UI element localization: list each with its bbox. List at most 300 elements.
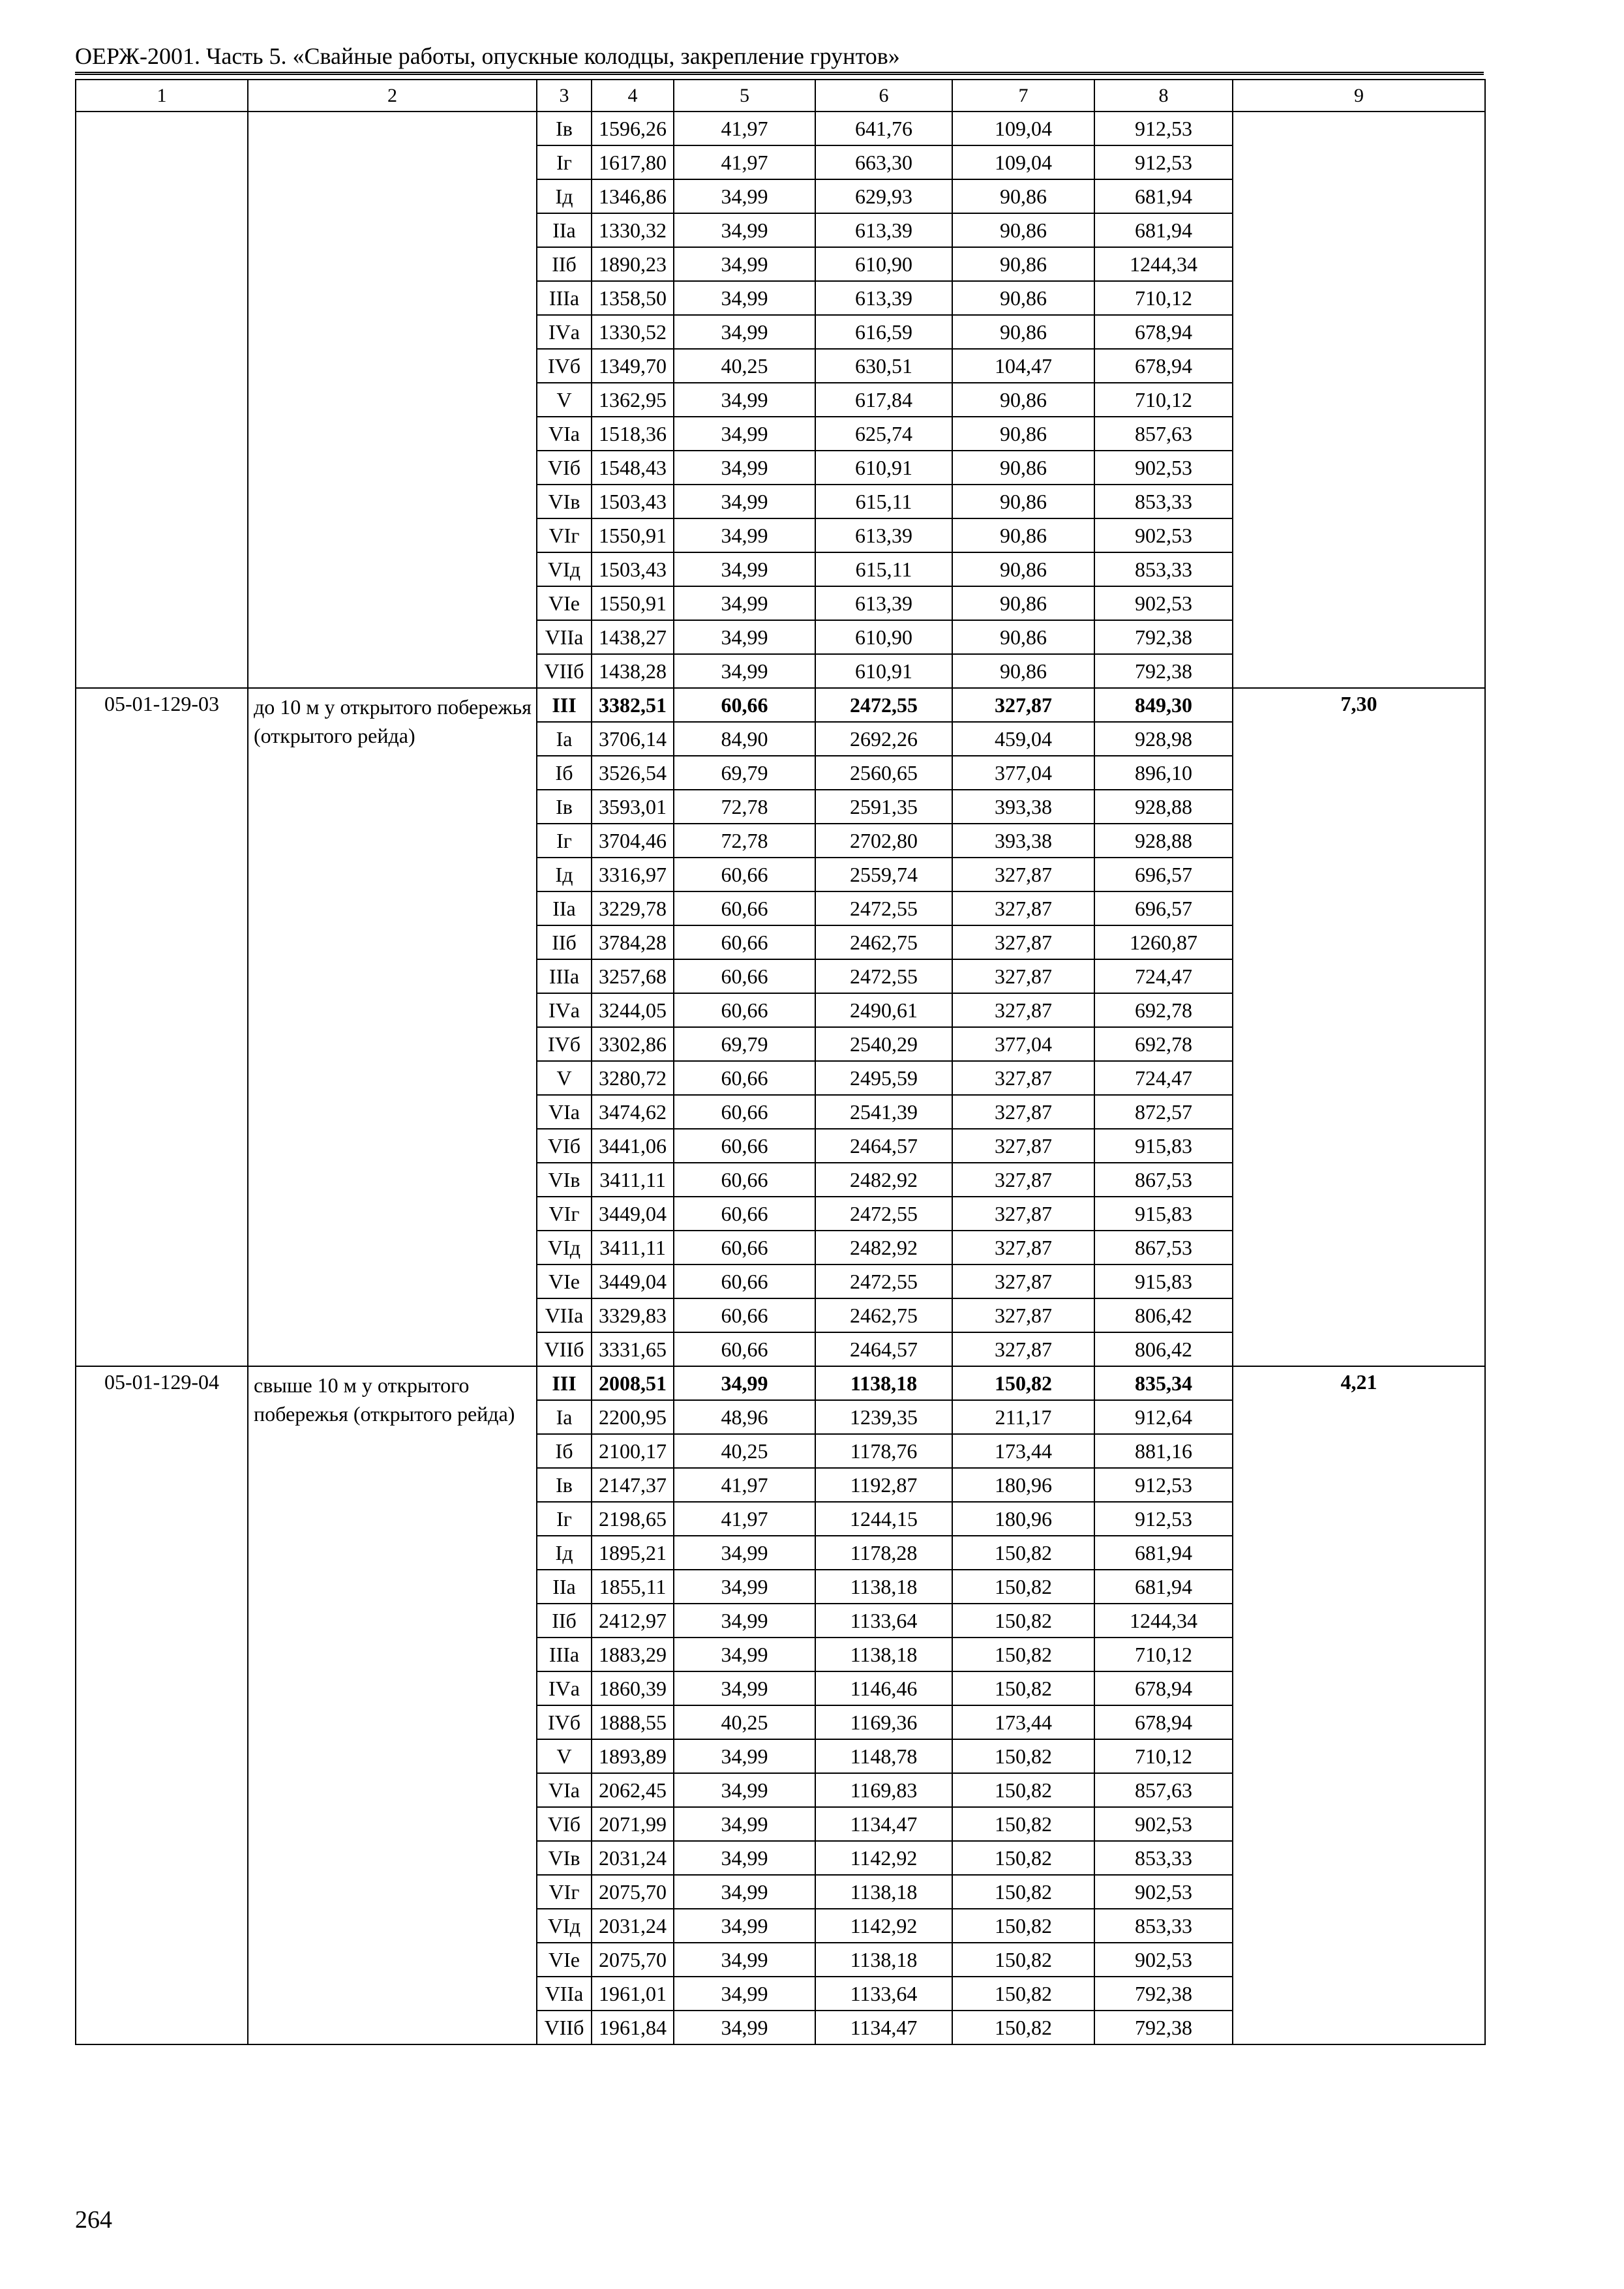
value-cell: 34,99 (674, 1671, 815, 1705)
value-cell: 34,99 (674, 281, 815, 315)
value-cell: 2482,92 (815, 1163, 952, 1197)
column-number-cell: 9 (1233, 80, 1485, 112)
value-cell: 613,39 (815, 213, 952, 247)
value-cell: 327,87 (952, 959, 1094, 993)
value-cell: 792,38 (1094, 1977, 1233, 2011)
value-cell: 663,30 (815, 145, 952, 179)
zone-cell: VIб (537, 1129, 592, 1163)
value-cell: 2559,74 (815, 858, 952, 891)
value-cell: 34,99 (674, 1909, 815, 1943)
zone-cell: Iд (537, 179, 592, 213)
value-cell: 1178,28 (815, 1536, 952, 1570)
value-cell: 90,86 (952, 620, 1094, 654)
column-number-cell: 3 (537, 80, 592, 112)
value-cell: 150,82 (952, 1638, 1094, 1671)
value-cell: 625,74 (815, 417, 952, 451)
zone-cell: IIIа (537, 959, 592, 993)
price-table (75, 79, 1486, 2045)
value-cell: 41,97 (674, 112, 815, 145)
value-cell: 724,47 (1094, 959, 1233, 993)
value-cell: 857,63 (1094, 417, 1233, 451)
value-cell: 681,94 (1094, 213, 1233, 247)
value-cell: 60,66 (674, 1095, 815, 1129)
zone-cell: VIа (537, 1773, 592, 1807)
value-cell: 3257,68 (592, 959, 674, 993)
value-cell: 90,86 (952, 552, 1094, 586)
value-cell: 377,04 (952, 756, 1094, 790)
value-cell: 1890,23 (592, 247, 674, 281)
value-cell: 60,66 (674, 858, 815, 891)
zone-cell: III (537, 688, 592, 722)
value-cell: 3784,28 (592, 925, 674, 959)
zone-cell: IVа (537, 1671, 592, 1705)
value-cell: 2100,17 (592, 1434, 674, 1468)
value-cell: 3441,06 (592, 1129, 674, 1163)
column-number-row (76, 80, 1485, 112)
column-number-cell: 4 (592, 80, 674, 112)
value-cell: 180,96 (952, 1468, 1094, 1502)
value-cell: 1260,87 (1094, 925, 1233, 959)
value-cell: 696,57 (1094, 891, 1233, 925)
zone-cell: Iг (537, 824, 592, 858)
column-number-cell: 8 (1094, 80, 1233, 112)
value-cell: 84,90 (674, 722, 815, 756)
value-cell: 41,97 (674, 145, 815, 179)
value-cell: 681,94 (1094, 1570, 1233, 1604)
value-cell: 1883,29 (592, 1638, 674, 1671)
value-cell: 2560,65 (815, 756, 952, 790)
value-cell: 34,99 (674, 1739, 815, 1773)
zone-cell: VIIб (537, 654, 592, 688)
value-cell: 150,82 (952, 1807, 1094, 1841)
value-cell: 90,86 (952, 315, 1094, 349)
zone-cell: VIг (537, 518, 592, 552)
value-cell: 912,64 (1094, 1400, 1233, 1434)
value-cell: 327,87 (952, 925, 1094, 959)
value-cell: 710,12 (1094, 383, 1233, 417)
value-cell: 1550,91 (592, 518, 674, 552)
value-cell: 327,87 (952, 1061, 1094, 1095)
table-row (76, 1366, 1485, 1400)
value-cell: 34,99 (674, 1570, 815, 1604)
value-cell: 912,53 (1094, 1468, 1233, 1502)
value-cell: 849,30 (1094, 688, 1233, 722)
value-cell: 2490,61 (815, 993, 952, 1027)
value-cell: 896,10 (1094, 756, 1233, 790)
value-cell: 150,82 (952, 1773, 1094, 1807)
value-cell: 710,12 (1094, 281, 1233, 315)
value-cell: 1330,32 (592, 213, 674, 247)
value-cell: 34,99 (674, 518, 815, 552)
value-cell: 2198,65 (592, 1502, 674, 1536)
value-cell: 1244,34 (1094, 1604, 1233, 1638)
value-cell: 1617,80 (592, 145, 674, 179)
value-cell: 60,66 (674, 959, 815, 993)
value-cell: 853,33 (1094, 1841, 1233, 1875)
value-cell: 150,82 (952, 1671, 1094, 1705)
value-cell: 724,47 (1094, 1061, 1233, 1095)
zone-cell: IIIа (537, 1638, 592, 1671)
value-cell: 150,82 (952, 1977, 1094, 2011)
value-cell: 34,99 (674, 620, 815, 654)
value-cell: 615,11 (815, 552, 952, 586)
value-cell: 3229,78 (592, 891, 674, 925)
value-cell: 792,38 (1094, 620, 1233, 654)
value-cell: 610,91 (815, 451, 952, 485)
value-cell: 150,82 (952, 1536, 1094, 1570)
value-cell: 90,86 (952, 485, 1094, 518)
value-cell: 34,99 (674, 1638, 815, 1671)
value-cell: 3593,01 (592, 790, 674, 824)
value-cell: 109,04 (952, 145, 1094, 179)
value-cell: 1138,18 (815, 1943, 952, 1977)
zone-cell: Iд (537, 858, 592, 891)
zone-cell: V (537, 1061, 592, 1095)
value-cell: 641,76 (815, 112, 952, 145)
value-cell: 90,86 (952, 179, 1094, 213)
value-cell: 90,86 (952, 247, 1094, 281)
value-cell: 1148,78 (815, 1739, 952, 1773)
value-cell: 60,66 (674, 1163, 815, 1197)
zone-cell: VIIб (537, 1332, 592, 1366)
value-cell: 1244,15 (815, 1502, 952, 1536)
value-cell: 211,17 (952, 1400, 1094, 1434)
zone-cell: VIе (537, 1264, 592, 1298)
zone-cell: Iб (537, 756, 592, 790)
zone-cell: Iг (537, 145, 592, 179)
value-cell: 1133,64 (815, 1604, 952, 1638)
value-cell: 34,99 (674, 451, 815, 485)
value-cell: 853,33 (1094, 552, 1233, 586)
table-body (76, 80, 1485, 2044)
value-cell: 41,97 (674, 1502, 815, 1536)
page-number: 264 (75, 2206, 112, 2234)
value-cell: 615,11 (815, 485, 952, 518)
value-cell: 1358,50 (592, 281, 674, 315)
value-cell: 1895,21 (592, 1536, 674, 1570)
value-cell: 104,47 (952, 349, 1094, 383)
rate-code (76, 112, 248, 688)
value-cell: 150,82 (952, 1366, 1094, 1400)
value-cell: 1503,43 (592, 552, 674, 586)
value-cell: 915,83 (1094, 1197, 1233, 1231)
zone-cell: Iа (537, 722, 592, 756)
value-cell: 1860,39 (592, 1671, 674, 1705)
value-cell: 150,82 (952, 1943, 1094, 1977)
value-cell: 377,04 (952, 1027, 1094, 1061)
value-cell: 72,78 (674, 824, 815, 858)
value-cell: 41,97 (674, 1468, 815, 1502)
zone-cell: VIд (537, 552, 592, 586)
value-cell: 3411,11 (592, 1231, 674, 1264)
value-cell: 150,82 (952, 1739, 1094, 1773)
value-cell: 72,78 (674, 790, 815, 824)
value-cell: 1169,83 (815, 1773, 952, 1807)
zone-cell: VIб (537, 1807, 592, 1841)
value-cell: 393,38 (952, 824, 1094, 858)
zone-cell: Iг (537, 1502, 592, 1536)
zone-cell: VIIа (537, 1977, 592, 2011)
zone-cell: VIв (537, 485, 592, 518)
value-cell: 681,94 (1094, 1536, 1233, 1570)
value-cell: 806,42 (1094, 1332, 1233, 1366)
zone-cell: VIIб (537, 2011, 592, 2044)
zone-cell: VIв (537, 1163, 592, 1197)
value-cell: 2482,92 (815, 1231, 952, 1264)
zone-cell: Iд (537, 1536, 592, 1570)
value-cell: 853,33 (1094, 485, 1233, 518)
value-cell: 1961,01 (592, 1977, 674, 2011)
column-number-cell: 2 (248, 80, 537, 112)
value-cell: 34,99 (674, 552, 815, 586)
value-cell: 459,04 (952, 722, 1094, 756)
value-cell: 60,66 (674, 1231, 815, 1264)
value-cell: 3474,62 (592, 1095, 674, 1129)
value-cell: 2200,95 (592, 1400, 674, 1434)
value-cell: 928,88 (1094, 824, 1233, 858)
value-cell: 867,53 (1094, 1163, 1233, 1197)
zone-cell: IIб (537, 1604, 592, 1638)
value-cell: 60,66 (674, 1129, 815, 1163)
value-cell: 327,87 (952, 1129, 1094, 1163)
value-cell: 34,99 (674, 1841, 815, 1875)
value-cell: 40,25 (674, 1434, 815, 1468)
value-cell: 857,63 (1094, 1773, 1233, 1807)
value-cell: 60,66 (674, 925, 815, 959)
value-cell: 2591,35 (815, 790, 952, 824)
value-cell: 173,44 (952, 1705, 1094, 1739)
value-cell: 3449,04 (592, 1264, 674, 1298)
value-cell: 327,87 (952, 688, 1094, 722)
value-cell: 678,94 (1094, 315, 1233, 349)
value-cell: 1134,47 (815, 2011, 952, 2044)
value-cell: 150,82 (952, 1841, 1094, 1875)
value-cell: 678,94 (1094, 349, 1233, 383)
value-cell: 180,96 (952, 1502, 1094, 1536)
value-cell: 692,78 (1094, 1027, 1233, 1061)
value-cell: 3280,72 (592, 1061, 674, 1095)
value-cell: 34,99 (674, 1943, 815, 1977)
coefficient-cell (1233, 112, 1485, 688)
value-cell: 327,87 (952, 891, 1094, 925)
zone-cell: IIа (537, 213, 592, 247)
value-cell: 1503,43 (592, 485, 674, 518)
value-cell: 90,86 (952, 586, 1094, 620)
value-cell: 34,99 (674, 247, 815, 281)
zone-cell: V (537, 383, 592, 417)
value-cell: 610,91 (815, 654, 952, 688)
value-cell: 2075,70 (592, 1875, 674, 1909)
value-cell: 2472,55 (815, 959, 952, 993)
value-cell: 327,87 (952, 1197, 1094, 1231)
column-number-cell: 5 (674, 80, 815, 112)
value-cell: 617,84 (815, 383, 952, 417)
value-cell: 34,99 (674, 1977, 815, 2011)
value-cell: 173,44 (952, 1434, 1094, 1468)
value-cell: 2702,80 (815, 824, 952, 858)
rate-code: 05-01-129-03 (76, 688, 248, 1366)
value-cell: 1346,86 (592, 179, 674, 213)
value-cell: 610,90 (815, 620, 952, 654)
value-cell: 678,94 (1094, 1671, 1233, 1705)
page-title: ОЕРЖ-2001. Часть 5. «Свайные работы, опускные колодцы, закрепление грунтов» (75, 43, 900, 69)
zone-cell: IIб (537, 247, 592, 281)
value-cell: 2464,57 (815, 1332, 952, 1366)
value-cell: 34,99 (674, 2011, 815, 2044)
value-cell: 1349,70 (592, 349, 674, 383)
zone-cell: VIа (537, 417, 592, 451)
value-cell: 90,86 (952, 281, 1094, 315)
value-cell: 60,66 (674, 1298, 815, 1332)
value-cell: 1362,95 (592, 383, 674, 417)
value-cell: 60,66 (674, 688, 815, 722)
zone-cell: IVб (537, 349, 592, 383)
value-cell: 327,87 (952, 1163, 1094, 1197)
value-cell: 3316,97 (592, 858, 674, 891)
zone-cell: IIб (537, 925, 592, 959)
value-cell: 872,57 (1094, 1095, 1233, 1129)
value-cell: 630,51 (815, 349, 952, 383)
value-cell: 3411,11 (592, 1163, 674, 1197)
value-cell: 327,87 (952, 858, 1094, 891)
value-cell: 1438,28 (592, 654, 674, 688)
value-cell: 1146,46 (815, 1671, 952, 1705)
zone-cell: VIд (537, 1231, 592, 1264)
value-cell: 109,04 (952, 112, 1094, 145)
value-cell: 792,38 (1094, 654, 1233, 688)
value-cell: 327,87 (952, 1095, 1094, 1129)
value-cell: 853,33 (1094, 1909, 1233, 1943)
value-cell: 34,99 (674, 315, 815, 349)
value-cell: 3706,14 (592, 722, 674, 756)
value-cell: 2071,99 (592, 1807, 674, 1841)
table-row (76, 112, 1485, 145)
zone-cell: IVб (537, 1705, 592, 1739)
value-cell: 3244,05 (592, 993, 674, 1027)
value-cell: 34,99 (674, 1604, 815, 1638)
value-cell: 60,66 (674, 1264, 815, 1298)
value-cell: 1244,34 (1094, 247, 1233, 281)
value-cell: 40,25 (674, 1705, 815, 1739)
table-row (76, 688, 1485, 722)
value-cell: 1548,43 (592, 451, 674, 485)
value-cell: 928,98 (1094, 722, 1233, 756)
zone-cell: VIг (537, 1197, 592, 1231)
value-cell: 1138,18 (815, 1875, 952, 1909)
value-cell: 2462,75 (815, 925, 952, 959)
value-cell: 2412,97 (592, 1604, 674, 1638)
value-cell: 912,53 (1094, 145, 1233, 179)
value-cell: 2541,39 (815, 1095, 952, 1129)
value-cell: 60,66 (674, 1061, 815, 1095)
value-cell: 3704,46 (592, 824, 674, 858)
zone-cell: IVа (537, 315, 592, 349)
value-cell: 2062,45 (592, 1773, 674, 1807)
value-cell: 34,99 (674, 1536, 815, 1570)
value-cell: 3331,65 (592, 1332, 674, 1366)
value-cell: 34,99 (674, 1366, 815, 1400)
zone-cell: Iв (537, 790, 592, 824)
value-cell: 1192,87 (815, 1468, 952, 1502)
value-cell: 2462,75 (815, 1298, 952, 1332)
work-description: до 10 м у открытого побережья (открытого рейда) (248, 688, 537, 1366)
value-cell: 60,66 (674, 891, 815, 925)
value-cell: 1550,91 (592, 586, 674, 620)
zone-cell: VIа (537, 1095, 592, 1129)
value-cell: 34,99 (674, 1875, 815, 1909)
value-cell: 3329,83 (592, 1298, 674, 1332)
zone-cell: VIе (537, 586, 592, 620)
value-cell: 34,99 (674, 417, 815, 451)
value-cell: 610,90 (815, 247, 952, 281)
value-cell: 915,83 (1094, 1264, 1233, 1298)
value-cell: 792,38 (1094, 2011, 1233, 2044)
value-cell: 902,53 (1094, 586, 1233, 620)
value-cell: 2031,24 (592, 1909, 674, 1943)
coefficient-cell: 4,21 (1233, 1366, 1485, 2044)
zone-cell: Iв (537, 112, 592, 145)
value-cell: 902,53 (1094, 1943, 1233, 1977)
value-cell: 613,39 (815, 281, 952, 315)
value-cell: 2472,55 (815, 688, 952, 722)
value-cell: 902,53 (1094, 1875, 1233, 1909)
zone-cell: VIд (537, 1909, 592, 1943)
zone-cell: IVа (537, 993, 592, 1027)
value-cell: 1142,92 (815, 1841, 952, 1875)
value-cell: 150,82 (952, 1875, 1094, 1909)
value-cell: 806,42 (1094, 1298, 1233, 1332)
value-cell: 34,99 (674, 485, 815, 518)
value-cell: 912,53 (1094, 1502, 1233, 1536)
value-cell: 2472,55 (815, 891, 952, 925)
zone-cell: VIг (537, 1875, 592, 1909)
value-cell: 69,79 (674, 1027, 815, 1061)
value-cell: 912,53 (1094, 112, 1233, 145)
value-cell: 90,86 (952, 383, 1094, 417)
value-cell: 34,99 (674, 586, 815, 620)
rate-code: 05-01-129-04 (76, 1366, 248, 2044)
value-cell: 3382,51 (592, 688, 674, 722)
value-cell: 2075,70 (592, 1943, 674, 1977)
value-cell: 678,94 (1094, 1705, 1233, 1739)
value-cell: 1142,92 (815, 1909, 952, 1943)
zone-cell: V (537, 1739, 592, 1773)
value-cell: 613,39 (815, 586, 952, 620)
zone-cell: IIIа (537, 281, 592, 315)
value-cell: 1888,55 (592, 1705, 674, 1739)
value-cell: 69,79 (674, 756, 815, 790)
value-cell: 90,86 (952, 518, 1094, 552)
value-cell: 3302,86 (592, 1027, 674, 1061)
page-header (75, 39, 1484, 75)
value-cell: 1138,18 (815, 1570, 952, 1604)
value-cell: 1239,35 (815, 1400, 952, 1434)
value-cell: 1596,26 (592, 112, 674, 145)
value-cell: 60,66 (674, 1197, 815, 1231)
value-cell: 2031,24 (592, 1841, 674, 1875)
zone-cell: VIв (537, 1841, 592, 1875)
zone-cell: VIIа (537, 620, 592, 654)
value-cell: 3449,04 (592, 1197, 674, 1231)
value-cell: 34,99 (674, 1807, 815, 1841)
value-cell: 90,86 (952, 654, 1094, 688)
value-cell: 915,83 (1094, 1129, 1233, 1163)
value-cell: 3526,54 (592, 756, 674, 790)
value-cell: 2147,37 (592, 1468, 674, 1502)
value-cell: 150,82 (952, 1909, 1094, 1943)
value-cell: 34,99 (674, 1773, 815, 1807)
value-cell: 150,82 (952, 1604, 1094, 1638)
